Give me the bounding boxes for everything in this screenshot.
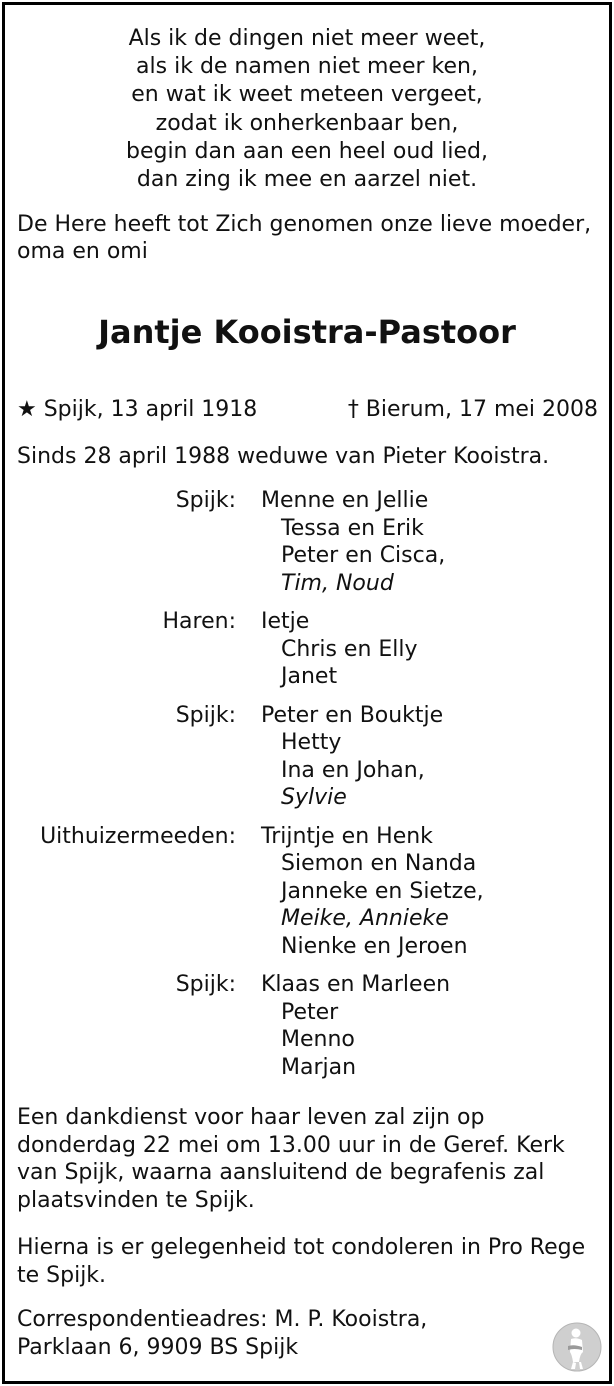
family-group: [0, 487, 614, 597]
poem-line: en wat ik weet meteen vergeet,: [131, 82, 483, 108]
service-line: van Spijk, waarna aansluitend de begrafenis zal: [17, 1160, 545, 1185]
family-member: Chris en Elly: [281, 636, 418, 662]
family-member: Janet: [281, 664, 338, 689]
family-members: [261, 702, 614, 812]
family-member: Tessa en Erik: [281, 515, 424, 541]
family-members: [261, 971, 614, 1081]
family-members: [261, 823, 614, 961]
family-place: Uithuizermeeden:: [40, 823, 236, 849]
family-members: [261, 608, 614, 691]
family-member: Ietje: [261, 609, 310, 634]
family-group: [0, 823, 614, 961]
family-place: Haren:: [162, 609, 236, 634]
family-group: [0, 608, 614, 691]
family-member: Peter en Cisca,: [281, 543, 446, 568]
poem-line: als ik de namen niet meer ken,: [136, 54, 478, 80]
condolence-line: Hierna is er gelegenheid tot condoleren in Pro Rege: [17, 1235, 586, 1260]
poem-line: dan zing ik mee en aarzel niet.: [136, 166, 478, 192]
family-member: Siemon en Nanda: [281, 851, 477, 876]
family-member: Meike, Annieke: [281, 906, 449, 931]
family-member: Hetty: [281, 730, 342, 755]
poem-line: Als ik de dingen niet meer weet,: [128, 26, 486, 51]
address-paragraph: [17, 1306, 607, 1361]
family-member: Marjan: [281, 1054, 357, 1080]
family-member: Nienke en Jeroen: [281, 933, 468, 959]
family-group: [0, 971, 614, 1081]
family-member: Menno: [281, 1027, 355, 1052]
family-member: Tim, Noud: [281, 570, 394, 596]
poem: [0, 25, 614, 194]
birth-info: ★ Spijk, 13 april 1918: [17, 397, 258, 422]
family-list: [0, 487, 614, 1092]
family-place: Spijk:: [175, 488, 236, 513]
family-member: Trijntje en Henk: [261, 823, 433, 849]
family-members: [261, 487, 614, 597]
family-place: Spijk:: [175, 972, 236, 997]
family-member: Sylvie: [281, 785, 347, 810]
family-member: Janneke en Sietze,: [281, 878, 484, 904]
figure-emblem-icon: [552, 1322, 602, 1372]
intro-line: De Here heeft tot Zich genomen onze lieve moeder,: [17, 212, 592, 237]
address-line: Parklaan 6, 9909 BS Spijk: [17, 1334, 299, 1360]
family-member: Menne en Jellie: [261, 488, 429, 513]
poem-line: zodat ik onherkenbaar ben,: [155, 110, 459, 136]
intro-text: [17, 211, 602, 265]
deceased-name: Jantje Kooistra-Pastoor: [98, 313, 516, 351]
family-member: Klaas en Marleen: [261, 972, 451, 997]
family-member: Peter en Bouktje: [261, 702, 444, 728]
family-member: Peter: [281, 999, 339, 1025]
service-line: donderdag 22 mei om 13.00 uur in de Geref. Kerk: [17, 1132, 565, 1158]
widow-note: Sinds 28 april 1988 weduwe van Pieter Kooistra.: [17, 444, 550, 469]
family-member: Ina en Johan,: [281, 757, 425, 783]
death-info: † Bierum, 17 mei 2008: [347, 397, 598, 422]
family-group: [0, 702, 614, 812]
poem-line: begin dan aan een heel oud lied,: [125, 138, 488, 164]
condolence-paragraph: [17, 1234, 607, 1289]
intro-line: oma en omi: [17, 239, 148, 264]
service-paragraph: [17, 1104, 607, 1214]
service-line: Een dankdienst voor haar leven zal zijn op: [17, 1105, 485, 1130]
service-line: plaatsvinden te Spijk.: [17, 1187, 255, 1213]
address-line: Correspondentieadres: M. P. Kooistra,: [17, 1307, 428, 1332]
condolence-line: te Spijk.: [17, 1262, 107, 1288]
family-place: Spijk:: [175, 702, 236, 728]
